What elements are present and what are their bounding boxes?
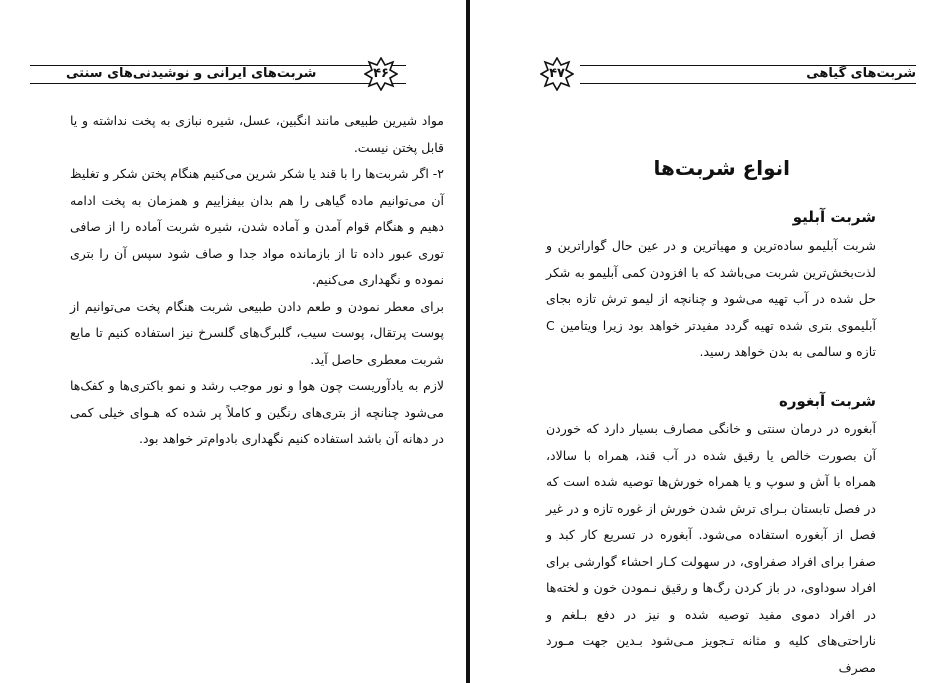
section-text-ablimo: شربت آبلیمو ساده‌ترین و مهیاترین و در عین حال گواراترین و لذت‌بخش‌ترین شربت می‌باشد که با افزودن کمی آبلیمو به شکر حل شده در آب تهیه می‌شود و چنانچه از لیمو ترش تازه بجای آبلیموی بتری شده تهیه گردد مفیدتر خواهد بود زیرا ویتامین C تازه و سالمی به بدن خواهد رسید. — [546, 238, 876, 359]
right-page — [470, 0, 938, 683]
paragraph: مواد شیرین طبیعی مانند انگبین، عسل، شیره نبازی به پخت نداشته و یا قابل پختن نیست. — [70, 113, 444, 155]
section-text-abghooreh: آبغوره در درمان سنتی و خانگی مصارف بسیار دارد که خوردن آن بصورت خالص یا رقیق شده در آب قند، همراه با سالاد، همراه با آش و سوپ و یا همراه خورش‌ها توصیه شده است که در فصل تابستان بـرای ترش شدن خورش از غوره تازه و در غیر فصل از آبغوره استفاده می‌شود. آبغوره در تسریع کار کبد و صفرا برای افراد صفراوی، در سهولت کـار احشاء گوارشی برای افراد سوداوی، در باز کردن رگ‌ها و رقیق نـمودن خون و لخته‌ها در افراد دموی مفید توصیه شده و نیز در دفع بـلغم و ناراحتی‌های کلیه و مثانه تـجویز مـی‌شود بـدین جهت مـورد مصرف — [546, 421, 876, 675]
section-title-ablimo: شربت آبلیو — [792, 208, 876, 226]
left-header-title: شربت‌های ایرانی و نوشیدنی‌های سنتی — [66, 66, 317, 81]
right-page-number: ۴۷ — [549, 66, 565, 81]
left-page — [0, 0, 466, 683]
left-body-text — [70, 108, 444, 453]
paragraph: برای معطر نمودن و طعم دادن طبیعی شربت هنگام پخت می‌توانیم از پوست پرتقال، پوست سیب، گلبرگ‌های گلسرخ نیز استفاده کنیم تا مایع شربت معطری حاصل آید. — [70, 298, 444, 367]
left-page-number: ۴۶ — [373, 66, 389, 81]
page-number-badge — [540, 57, 574, 91]
paragraph: لازم به یادآوریست چون هوا و نور موجب رشد و نمو باکتری‌ها و کفک‌ها می‌شود چنانچه از بتری‌های رنگین و کاملاً پر شده که هـوای خیلی کمی در دهانه آن باشد استفاده کنیم نگهداری بادوام‌تر خواهد بود. — [70, 378, 444, 446]
header-rule-bottom — [30, 83, 406, 84]
section-title-abghooreh: شربت آبغوره — [779, 392, 876, 410]
header-rule-bottom — [580, 83, 916, 84]
paragraph: ۲- اگر شربت‌ها را با قند یا شکر شرین می‌کنیم هنگام پختن شکر و تغلیظ آن می‌توانیم ماده گیاهی را هم بدان بیفزاییم و همزمان به پخت ادامه دهیم و هنگام قوام آمدن و آماده شدن، شیره شربت آماده را از صافی توری عبور داده تا از بازمانده مواد جدا و صاف شود سپس آن را بتری نموده و نگهداری می‌کنیم. — [70, 166, 444, 287]
chapter-title: انواع شربت‌ها — [653, 156, 790, 180]
right-page-header — [536, 56, 916, 92]
right-header-title: شربت‌های گیاهی — [806, 66, 916, 81]
left-page-header — [30, 56, 450, 92]
page-number-badge — [364, 57, 398, 91]
